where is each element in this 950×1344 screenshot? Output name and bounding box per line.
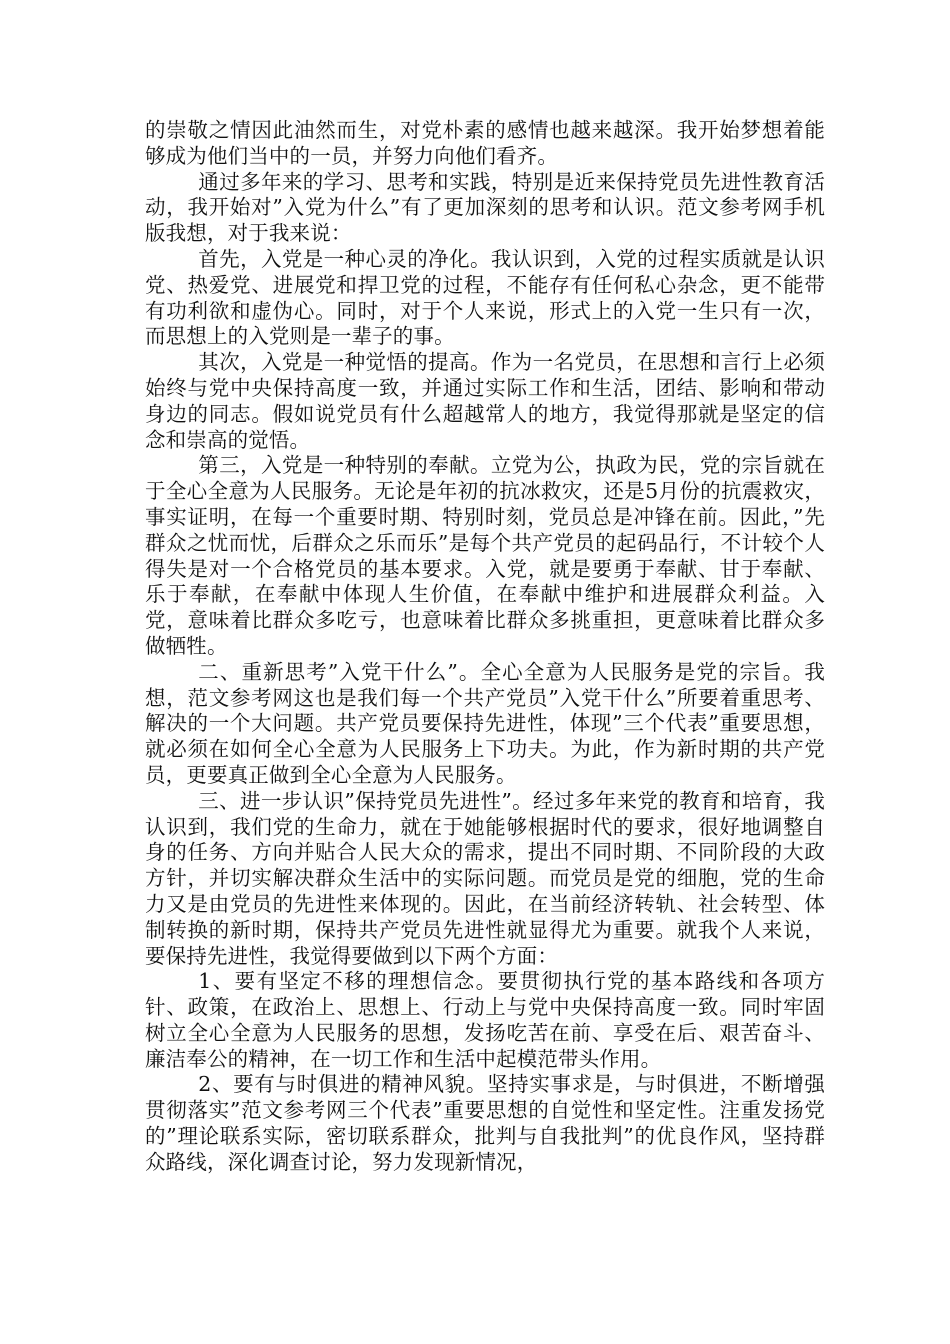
paragraph: 通过多年来的学习、思考和实践，特别是近来保持党员先进性教育活动，我开始对”入党为什么”有了更加深刻的思考和认识。范文参考网手机版我想，对于我来说： <box>145 169 825 246</box>
paragraph: 其次，入党是一种觉悟的提高。作为一名党员，在思想和言行上必须始终与党中央保持高度一致，并通过实际工作和生活，团结、影响和带动身边的同志。假如说党员有什么超越常人的地方，我觉得那就是坚定的信念和崇高的觉悟。 <box>145 350 825 452</box>
paragraph: 首先，入党是一种心灵的净化。我认识到，入党的过程实质就是认识党、热爱党、进展党和捍卫党的过程，不能存有任何私心杂念，更不能带有功利欲和虚伪心。同时，对于个人来说，形式上的入党一生只有一次，而思想上的入党则是一辈子的事。 <box>145 246 825 349</box>
paragraph: 第三，入党是一种特别的奉献。立党为公，执政为民，党的宗旨就在于全心全意为人民服务。无论是年初的抗冰救灾，还是5月份的抗震救灾，事实证明，在每一个重要时期、特别时刻，党员总是冲锋在前。因此，”先群众之忧而忧，后群众之乐而乐”是每个共产党员的起码品行，不计较个人得失是对一个合格党员的基本要求。入党，就是要勇于奉献、甘于奉献、乐于奉献，在奉献中体现人生价值，在奉献中维护和进展群众利益。入党，意味着比群众多吃亏，也意味着比群众多挑重担，更意味着比群众多做牺牲。 <box>145 453 825 658</box>
paragraph: 1、要有坚定不移的理想信念。要贯彻执行党的基本路线和各项方针、政策，在政治上、思想上、行动上与党中央保持高度一致。同时牢固树立全心全意为人民服务的思想，发扬吃苦在前、享受在后、艰苦奋斗、廉洁奉公的精神，在一切工作和生活中起模范带头作用。 <box>145 969 825 1071</box>
paragraph: 的崇敬之情因此油然而生，对党朴素的感情也越来越深。我开始梦想着能够成为他们当中的一员，并努力向他们看齐。 <box>145 118 825 168</box>
paragraph: 2、要有与时俱进的精神风貌。坚持实事求是，与时俱进，不断增强贯彻落实”范文参考网三个代表”重要思想的自觉性和坚定性。注重发扬党的”理论联系实际，密切联系群众，批判与自我批判”的优良作风，坚持群众路线，深化调查讨论，努力发现新情况， <box>145 1072 825 1174</box>
paragraph: 三、进一步认识”保持党员先进性”。经过多年来党的教育和培育，我认识到，我们党的生命力，就在于她能够根据时代的要求，很好地调整自身的任务、方向并贴合人民大众的需求，提出不同时期、不同阶段的大政方针，并切实解决群众生活中的实际问题。而党员是党的细胞，党的生命力又是由党员的先进性来体现的。因此，在当前经济转轨、社会转型、体制转换的新时期，保持共产党员先进性就显得尤为重要。就我个人来说，要保持先进性，我觉得要做到以下两个方面： <box>145 788 825 968</box>
document-page <box>145 118 825 1176</box>
paragraph: 二、重新思考”入党干什么”。全心全意为人民服务是党的宗旨。我想，范文参考网这也是我们每一个共产党员”入党干什么”所要着重思考、解决的一个大问题。共产党员要保持先进性，体现”三个代表”重要思想，就必须在如何全心全意为人民服务上下功夫。为此，作为新时期的共产党员，更要真正做到全心全意为人民服务。 <box>145 659 825 787</box>
